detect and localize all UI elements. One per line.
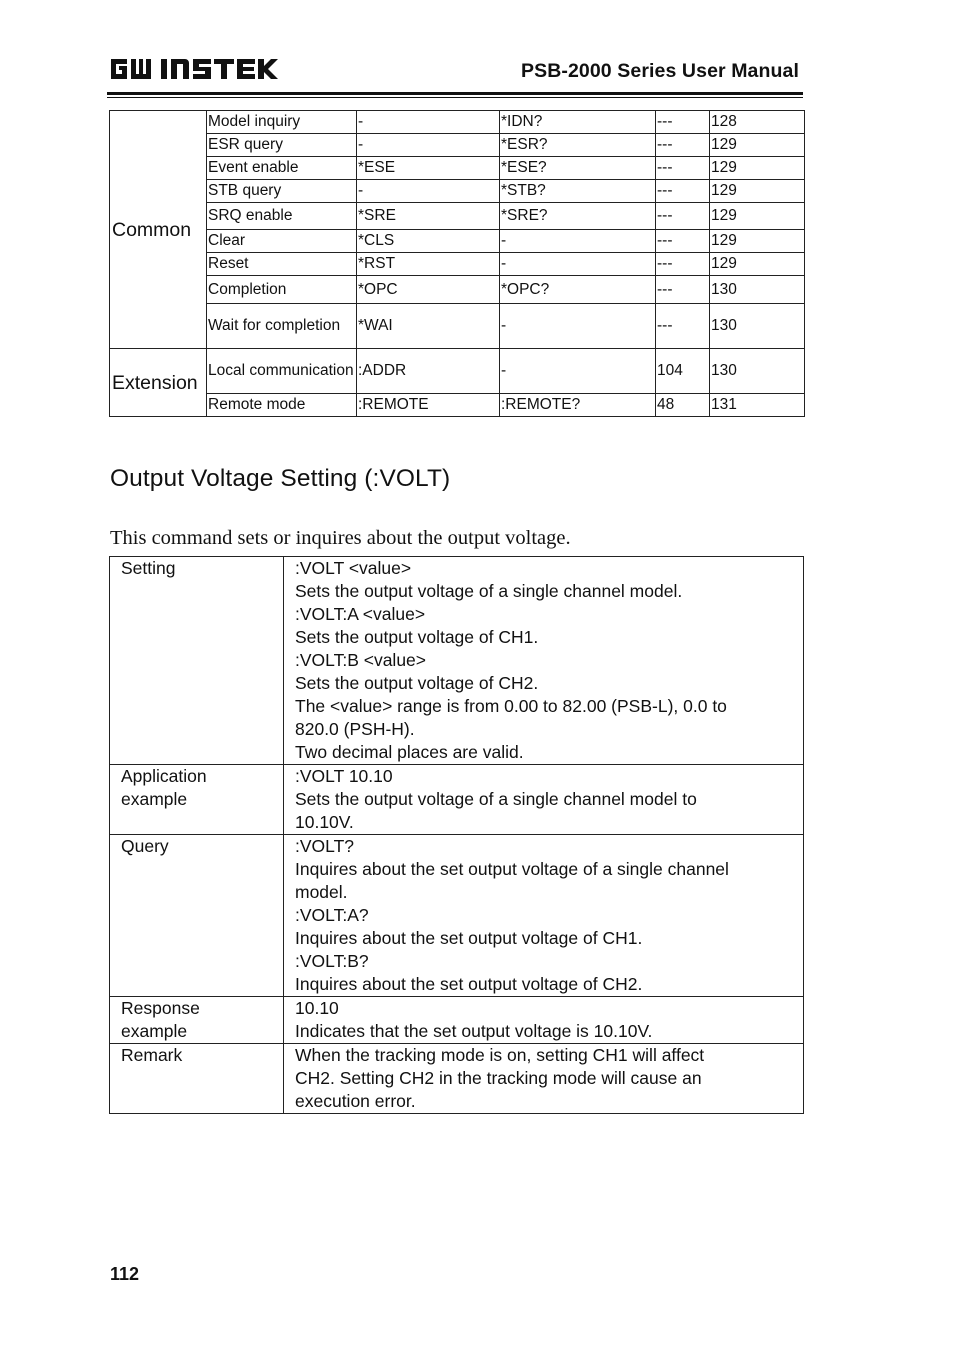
row-content-line: :VOLT? — [295, 836, 355, 856]
function-cell: Model inquiry — [207, 111, 357, 134]
page-cell: 131 — [710, 394, 805, 417]
set-command-cell: - — [357, 134, 500, 157]
function-cell: STB query — [207, 180, 357, 203]
row-content-line: Indicates that the set output voltage is 10.10V. — [295, 1021, 653, 1041]
row-content-line: Inquires about the set output voltage of a single channel — [295, 859, 729, 879]
set-command-cell: *WAI — [357, 304, 500, 349]
row-content — [284, 997, 804, 1044]
table-row — [110, 180, 805, 203]
manual-title: PSB-2000 Series User Manual — [520, 60, 799, 82]
row-label-line: example — [121, 789, 188, 809]
query-command-cell: *ESE? — [500, 157, 656, 180]
query-command-cell: *SRE? — [500, 203, 656, 230]
row-label-line: Setting — [121, 558, 176, 578]
row-content-line: Sets the output voltage of a single channel model to — [295, 789, 697, 809]
command-table — [109, 110, 805, 417]
code-cell: --- — [656, 276, 710, 304]
function-cell: ESR query — [207, 134, 357, 157]
code-cell: 104 — [656, 349, 710, 394]
code-cell: --- — [656, 230, 710, 253]
description-row — [110, 997, 804, 1044]
row-content-line: :VOLT:B <value> — [295, 650, 427, 670]
table-row — [110, 253, 805, 276]
set-command-cell: *RST — [357, 253, 500, 276]
page-cell: 129 — [710, 253, 805, 276]
query-command-cell: - — [500, 230, 656, 253]
row-content-line: CH2. Setting CH2 in the tracking mode will cause an — [295, 1068, 702, 1088]
row-content-line: Two decimal places are valid. — [295, 742, 524, 762]
table-row — [110, 157, 805, 180]
row-content-line: execution error. — [295, 1091, 416, 1111]
page-cell: 129 — [710, 203, 805, 230]
code-cell: --- — [656, 134, 710, 157]
function-cell: Reset — [207, 253, 357, 276]
row-label-line: Application — [121, 766, 207, 786]
row-label — [110, 1044, 284, 1114]
set-command-cell: *CLS — [357, 230, 500, 253]
table-row — [110, 276, 805, 304]
table-row — [110, 394, 805, 417]
description-row — [110, 765, 804, 835]
function-cell: Clear — [207, 230, 357, 253]
row-content-line: :VOLT 10.10 — [295, 766, 393, 786]
row-label-line: Response — [121, 998, 200, 1018]
set-command-cell: - — [357, 111, 500, 134]
page-number: 112 — [110, 1264, 140, 1284]
table-row — [110, 203, 805, 230]
query-command-cell: - — [500, 349, 656, 394]
set-command-cell: *OPC — [357, 276, 500, 304]
row-content-line: :VOLT:B? — [295, 951, 369, 971]
row-label-line: Remark — [121, 1045, 183, 1065]
query-command-cell: - — [500, 304, 656, 349]
code-cell: 48 — [656, 394, 710, 417]
code-cell: --- — [656, 304, 710, 349]
row-content — [284, 1044, 804, 1114]
set-command-cell: :ADDR — [357, 349, 500, 394]
code-cell: --- — [656, 203, 710, 230]
function-cell: SRQ enable — [207, 203, 357, 230]
query-command-cell: *OPC? — [500, 276, 656, 304]
description-row — [110, 1044, 804, 1114]
function-cell: Wait for completion — [207, 304, 357, 349]
code-cell: --- — [656, 157, 710, 180]
table-row — [110, 134, 805, 157]
description-row — [110, 557, 804, 765]
row-label — [110, 997, 284, 1044]
table-row — [110, 349, 805, 394]
row-content-line: Sets the output voltage of a single channel model. — [295, 581, 683, 601]
page-cell: 128 — [710, 111, 805, 134]
row-content-line: 10.10 — [295, 998, 339, 1018]
table-row — [110, 230, 805, 253]
description-table — [109, 556, 804, 1114]
set-command-cell: - — [357, 180, 500, 203]
row-content — [284, 765, 804, 835]
code-cell: --- — [656, 111, 710, 134]
set-command-cell: :REMOTE — [357, 394, 500, 417]
function-cell: Local communication — [207, 349, 357, 394]
group-cell: Extension — [110, 349, 207, 417]
row-content-line: Inquires about the set output voltage of CH1. — [295, 928, 643, 948]
query-command-cell: *ESR? — [500, 134, 656, 157]
function-cell: Completion — [207, 276, 357, 304]
page-cell: 129 — [710, 230, 805, 253]
row-content-line: 10.10V. — [295, 812, 354, 832]
row-content-line: Sets the output voltage of CH1. — [295, 627, 539, 647]
code-cell: --- — [656, 180, 710, 203]
row-label-line: example — [121, 1021, 188, 1041]
row-content-line: Sets the output voltage of CH2. — [295, 673, 539, 693]
page-cell: 129 — [710, 157, 805, 180]
set-command-cell: *ESE — [357, 157, 500, 180]
row-label — [110, 557, 284, 765]
row-content — [284, 835, 804, 997]
row-label — [110, 765, 284, 835]
row-content-line: :VOLT:A? — [295, 905, 369, 925]
page-cell: 129 — [710, 180, 805, 203]
row-label — [110, 835, 284, 997]
row-content-line: :VOLT <value> — [295, 558, 412, 578]
table-row — [110, 111, 805, 134]
row-content-line: 820.0 (PSH-H). — [295, 719, 415, 739]
page-cell: 130 — [710, 349, 805, 394]
row-content-line: model. — [295, 882, 348, 902]
group-cell: Common — [110, 111, 207, 349]
query-command-cell: :REMOTE? — [500, 394, 656, 417]
page-cell: 130 — [710, 276, 805, 304]
query-command-cell: *IDN? — [500, 111, 656, 134]
section-intro: This command sets or inquires about the output voltage. — [110, 527, 571, 549]
description-row — [110, 835, 804, 997]
query-command-cell: *STB? — [500, 180, 656, 203]
function-cell: Remote mode — [207, 394, 357, 417]
code-cell: --- — [656, 253, 710, 276]
gw-instek-logo — [109, 56, 279, 82]
row-label-line: Query — [121, 836, 169, 856]
row-content — [284, 557, 804, 765]
set-command-cell: *SRE — [357, 203, 500, 230]
function-cell: Event enable — [207, 157, 357, 180]
page-cell: 129 — [710, 134, 805, 157]
row-content-line: The <value> range is from 0.00 to 82.00 (PSB-L), 0.0 to — [295, 696, 727, 716]
query-command-cell: - — [500, 253, 656, 276]
table-row — [110, 304, 805, 349]
row-content-line: :VOLT:A <value> — [295, 604, 426, 624]
row-content-line: When the tracking mode is on, setting CH1 will affect — [295, 1045, 705, 1065]
header-rule — [107, 92, 803, 98]
row-content-line: Inquires about the set output voltage of CH2. — [295, 974, 643, 994]
section-title: Output Voltage Setting (:VOLT) — [110, 465, 451, 492]
page-cell: 130 — [710, 304, 805, 349]
